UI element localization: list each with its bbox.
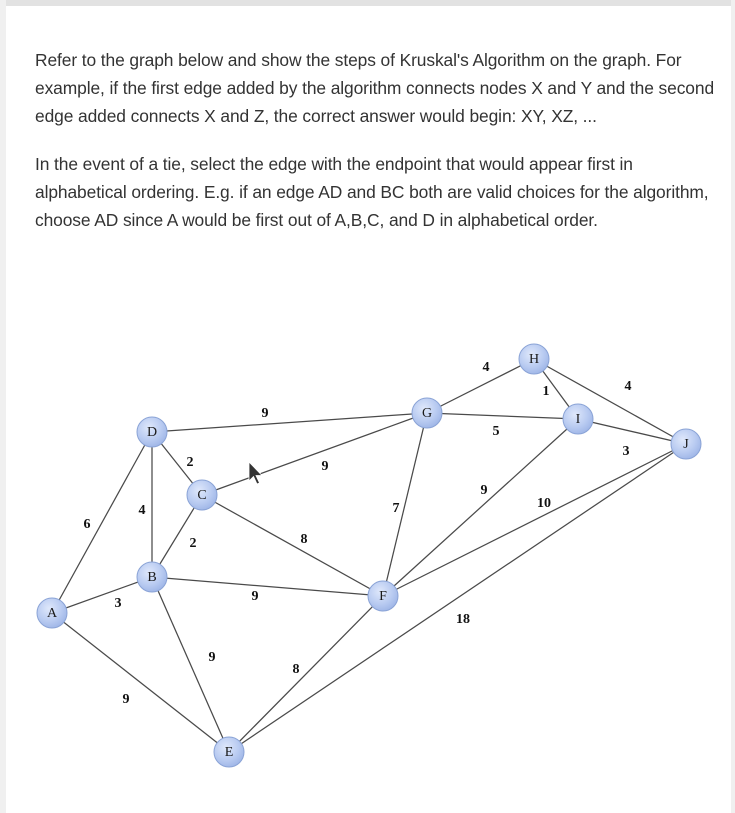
question-text — [35, 46, 715, 254]
edge-weight-gi: 5 — [492, 424, 500, 440]
edge-weight-dc: 2 — [186, 455, 194, 471]
edge-weight-ad: 6 — [83, 517, 91, 533]
edge-weight-ab: 3 — [114, 596, 122, 612]
edge-weight-ae: 9 — [122, 692, 130, 708]
node-b — [137, 562, 167, 592]
node-label-d: D — [146, 425, 158, 441]
edge-fg — [383, 413, 427, 596]
edge-weight-db: 4 — [138, 503, 146, 519]
node-h — [519, 344, 549, 374]
graph-svg — [0, 330, 735, 813]
edge-ij — [578, 419, 686, 444]
edge-weight-cb: 2 — [189, 536, 197, 552]
cursor-arrow-icon — [249, 462, 262, 484]
edge-weight-ij: 3 — [622, 444, 630, 460]
graph-figure — [0, 330, 735, 813]
edge-ae — [52, 613, 229, 752]
node-label-c: C — [197, 488, 207, 504]
node-label-a: A — [46, 606, 58, 622]
node-c — [187, 480, 217, 510]
edge-gi — [427, 413, 578, 419]
edge-hj — [534, 359, 686, 444]
edge-weight-fj: 10 — [537, 496, 551, 512]
node-d — [137, 417, 167, 447]
edge-weight-be: 9 — [208, 650, 216, 666]
edge-cf — [202, 495, 383, 596]
edge-cg — [202, 413, 427, 495]
edge-ef — [229, 596, 383, 752]
edge-bf — [152, 577, 383, 596]
edge-weight-dg: 9 — [261, 406, 269, 422]
edge-weight-ef: 8 — [292, 662, 300, 678]
node-label-f: F — [379, 589, 387, 605]
node-i — [563, 404, 593, 434]
node-a — [37, 598, 67, 628]
edge-weight-cf: 8 — [300, 532, 308, 548]
node-label-b: B — [147, 570, 157, 586]
edge-fj — [383, 444, 686, 596]
question-paragraph-tie-rule: In the event of a tie, select the edge with the endpoint that would appear first in alphabetical ordering. E.g. if an edge AD and BC both are valid choices for the algorithm, choose AD since A would be first out of A,B,C, and D in alphabetical order. — [35, 154, 709, 230]
node-label-g: G — [421, 406, 433, 422]
question-paragraph-instructions: Refer to the graph below and show the steps of Kruskal's Algorithm on the graph. For example, if the first edge added by the algorithm connects nodes X and Y and the second edge added connects X and Z, the correct answer would begin: XY, XZ, ... — [35, 50, 715, 126]
edge-weight-cg: 9 — [321, 459, 329, 475]
edge-weight-hj: 4 — [624, 379, 632, 395]
node-label-e: E — [224, 745, 234, 761]
node-f — [368, 581, 398, 611]
edge-weight-fg: 7 — [392, 501, 400, 517]
node-label-i: I — [575, 412, 581, 428]
edge-ab — [52, 577, 152, 613]
edge-be — [152, 577, 229, 752]
edge-weight-ej: 18 — [456, 612, 470, 628]
edge-weight-hi: 1 — [542, 384, 550, 400]
edge-weight-fi: 9 — [480, 483, 488, 499]
edge-dg — [152, 413, 427, 432]
edge-gh — [427, 359, 534, 413]
edge-weight-bf: 9 — [251, 589, 259, 605]
node-label-j: J — [683, 437, 689, 453]
edge-weight-gh: 4 — [482, 360, 490, 376]
node-g — [412, 398, 442, 428]
edge-ej — [229, 444, 686, 752]
node-j — [671, 429, 701, 459]
node-e — [214, 737, 244, 767]
edge-ad — [52, 432, 152, 613]
top-divider — [0, 0, 735, 6]
node-label-h: H — [528, 352, 540, 368]
